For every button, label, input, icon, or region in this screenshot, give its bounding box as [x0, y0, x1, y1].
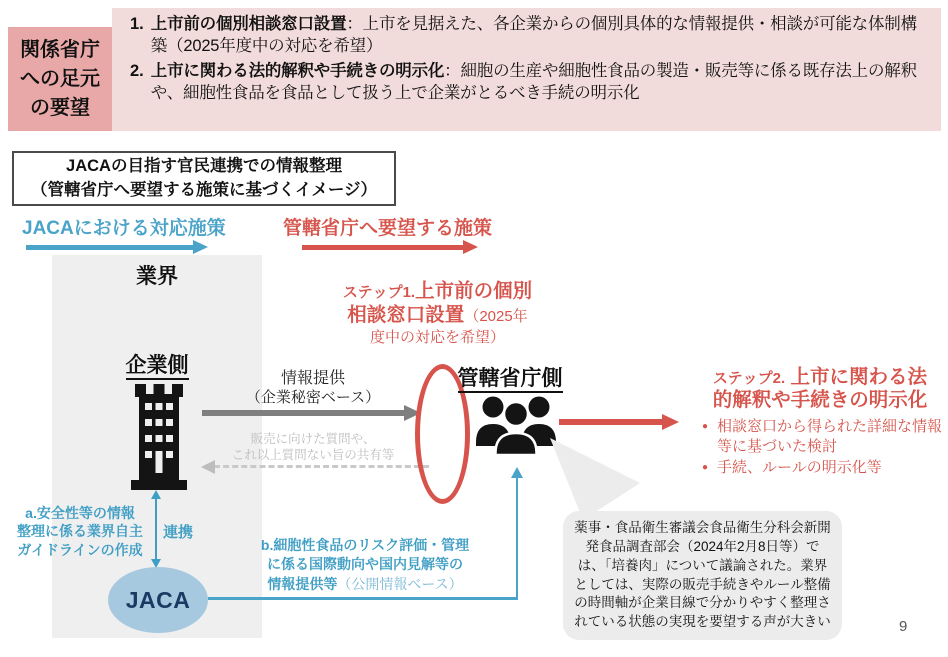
header-side-label-line3: の要望 — [30, 96, 90, 119]
step1-note-b: 度中の対応を希望） — [369, 328, 505, 346]
item-number: 2. — [130, 62, 144, 81]
diagram-title-line2: （管轄省庁へ要望する施策に基づくイメージ） — [30, 180, 377, 199]
step1-title-b: 相談窓口設置 — [347, 303, 465, 326]
item-text — [151, 60, 932, 104]
feedback-dashed-arrow-icon — [201, 460, 429, 474]
step2-bullet-2: ● 手続、ルールの明示化等 — [702, 459, 882, 476]
measure-a-label: a.安全性等の情報 整理に係る業界自主 ガイドラインの作成 — [17, 505, 143, 558]
info-provision-arrow-icon — [202, 405, 421, 421]
callout-bubble — [563, 511, 842, 640]
renkei-label: 連携 — [163, 524, 194, 541]
header-request-item-1 — [130, 13, 932, 57]
item-number: 1. — [130, 15, 144, 33]
header-request-item-2 — [130, 60, 932, 104]
ministry-lane-arrow-icon — [302, 240, 478, 254]
renkei-double-arrow-icon — [148, 490, 164, 568]
item-body: ：細胞の生産や細胞性食品の製造・販売等に係る既存法上の解釈や、細胞性食品を食品として扱う上で企業がとるべき手続の明示化 — [150, 62, 917, 103]
step2-title-b: 的解釈や手続きの明示化 — [712, 389, 928, 411]
step2-bullet-list — [692, 417, 948, 478]
industry-label: 業界 — [136, 265, 178, 288]
ministry-side-label: 管轄省庁側 — [446, 362, 574, 392]
diagram-title-box — [12, 151, 396, 206]
step2-prefix: ステップ2. — [712, 370, 786, 387]
step2-arrow-icon — [559, 414, 679, 430]
measure-b-note: （公開情報ベース） — [337, 575, 463, 592]
measure-b-bold: 情報提供等 — [267, 575, 338, 592]
feedback-label: 販売に向けた質問や、 これ以上質問ない旨の共有等 — [231, 432, 395, 462]
jaca-label: JACA — [125, 586, 191, 613]
page-number: 9 — [899, 618, 908, 635]
jaca-lane-arrow-icon — [26, 240, 208, 254]
header-side-label-line2: への足元 — [20, 67, 100, 90]
step1-block — [330, 280, 545, 347]
step1-title-a: 上市前の個別 — [415, 280, 533, 302]
diagram-title-line1: JACAの目指す官民連携での情報整理 — [66, 157, 342, 176]
bullet-marker-icon: ● — [702, 462, 709, 473]
step2-block — [692, 366, 948, 480]
step1-note-a: （2025年 — [464, 307, 528, 325]
jaca-lane-label: JACAにおける対応施策 — [22, 218, 226, 239]
company-building-icon — [130, 384, 188, 490]
header-side-label-line1: 関係省庁 — [20, 38, 100, 61]
header-request-list — [130, 13, 932, 107]
jaca-node — [108, 567, 208, 633]
item-title: 上市前の個別相談窓口設置 — [150, 15, 347, 33]
measure-b-label: b.細胞性食品のリスク評価・管理 に係る国際動向や国内見解等の 情報提供等（公開情報ベース） — [260, 537, 470, 592]
header-side-label — [8, 27, 112, 131]
ministry-lane-label: 管轄省庁へ要望する施策 — [283, 218, 493, 239]
bullet-marker-icon: ● — [702, 421, 709, 432]
item-body: ：上市を見据えた、各企業からの個別具体的な情報提供・相談が可能な体制構築（2025年度中の対応を希望） — [150, 15, 917, 56]
item-text — [151, 13, 932, 57]
step2-bullet-1: ● 相談窓口から得られた詳細な情報等に基づいた検討 — [702, 418, 943, 455]
callout-text: 薬事・食品衛生審議会食品衛生分科会新開発食品調査部会（2024年2月8日等）では、「培養肉」について議論された。業界としては、実際の販売手続きやルール整備の時間軸が企業目線で分かりやすく整理されている状態の実現を要望する声が大きい — [574, 519, 831, 630]
item-title: 上市に関わる法的解釈や手続きの明示化 — [150, 62, 445, 81]
company-label: 企業側 — [52, 349, 262, 379]
step2-title-a: 上市に関わる法 — [785, 366, 928, 388]
step1-prefix: ステップ1. — [342, 284, 416, 301]
info-provision-label: 情報提供 （企業秘密ベース） — [245, 370, 381, 406]
